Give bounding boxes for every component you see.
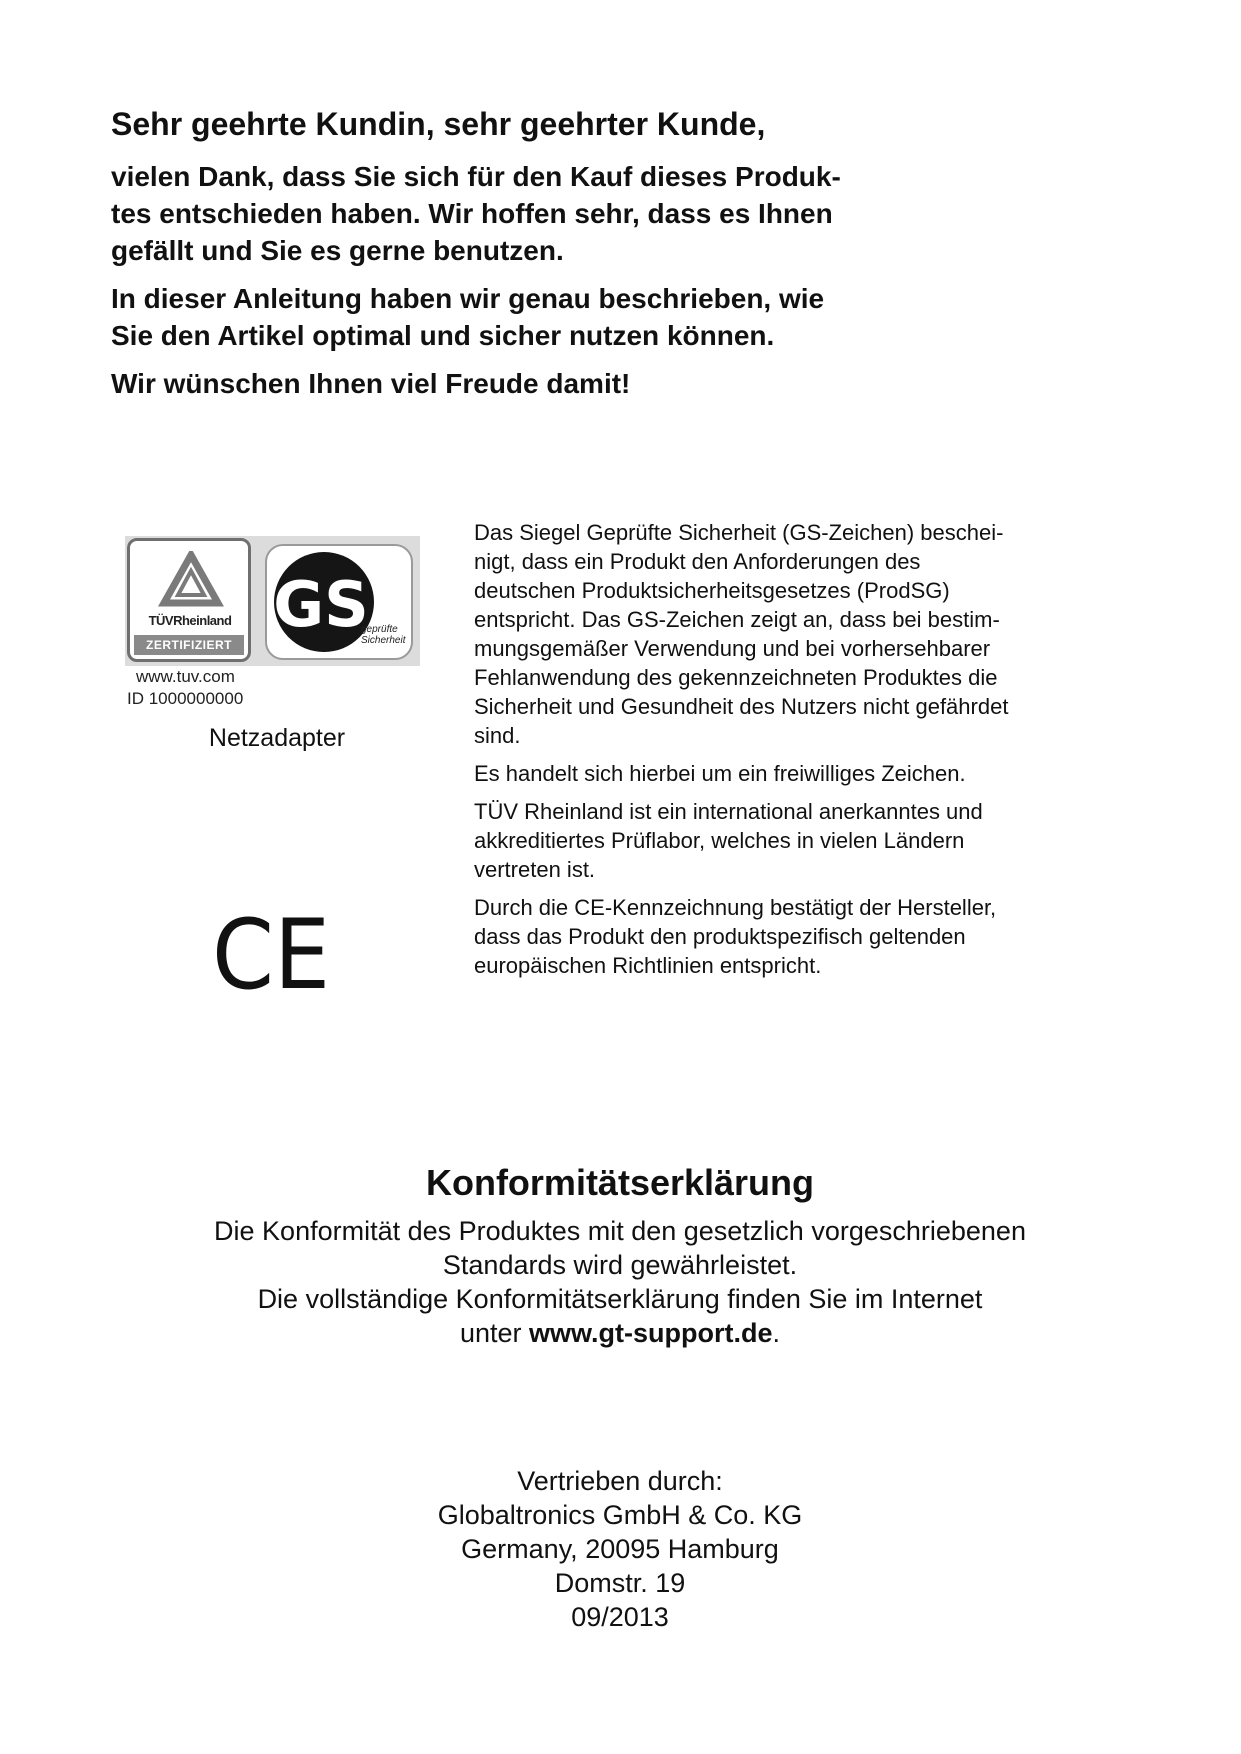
greeting-line: In dieser Anleitung haben wir genau beschrieben, wie — [111, 283, 825, 314]
certification-seals — [125, 536, 420, 666]
greeting-paragraph — [111, 365, 991, 402]
tuv-url: www.tuv.com — [136, 667, 235, 686]
info-line: vertreten ist. — [474, 857, 596, 882]
tuv-logo-text: TÜVRheinland — [148, 613, 232, 628]
ce-mark-icon — [212, 910, 330, 996]
greeting-heading: Sehr geehrte Kundin, sehr geehrter Kunde, — [111, 106, 766, 142]
tuv-triangle-icon — [156, 551, 226, 609]
info-paragraph — [474, 797, 1084, 884]
greeting-section — [111, 104, 991, 413]
info-paragraph — [474, 518, 1084, 750]
info-line: Das Siegel Geprüfte Sicherheit (GS-Zeichen) beschei- — [474, 520, 1004, 545]
conformity-line: Standards wird gewährleistet. — [442, 1250, 798, 1280]
conformity-line: Die Konformität des Produktes mit den gesetzlich vorgeschriebenen — [214, 1216, 1026, 1246]
greeting-line: gefällt und Sie es gerne benutzen. — [111, 235, 564, 266]
info-line: sind. — [474, 723, 521, 748]
info-line: Fehlanwendung des gekennzeichneten Produktes die — [474, 665, 998, 690]
gs-subtitle-line: Sicherheit — [361, 635, 406, 646]
info-line: entspricht. Das GS-Zeichen zeigt an, dass bei bestim- — [474, 607, 1000, 632]
distributor-city: Germany, 20095 Hamburg — [461, 1534, 779, 1564]
distributor-label: Vertrieben durch: — [517, 1466, 723, 1496]
greeting-paragraph — [111, 158, 991, 269]
info-line: Durch die CE-Kennzeichnung bestätigt der Hersteller, — [474, 895, 997, 920]
tuv-rheinland-seal — [127, 538, 251, 662]
info-paragraph — [474, 893, 1084, 980]
conformity-url-suffix: . — [772, 1318, 781, 1348]
gs-logo-text: GS — [273, 568, 369, 641]
info-line: dass das Produkt den produktspezifisch geltenden — [474, 924, 966, 949]
info-line: europäischen Richtlinien entspricht. — [474, 953, 822, 978]
product-name: Netzadapter — [208, 724, 346, 752]
ce-mark-text: CE — [212, 910, 330, 996]
info-line: Sicherheit und Gesundheit des Nutzers nicht gefährdet — [474, 694, 1009, 719]
conformity-title: Konformitätserklärung — [425, 1162, 815, 1203]
greeting-line: vielen Dank, dass Sie sich für den Kauf dieses Produk- — [111, 161, 841, 192]
conformity-section — [120, 1160, 1120, 1350]
support-link[interactable]: www.gt-support.de — [529, 1318, 773, 1348]
conformity-line: Die vollständige Konformitätserklärung finden Sie im Internet — [257, 1284, 983, 1314]
tuv-id: ID 1000000000 — [127, 689, 244, 708]
conformity-url-prefix: unter — [459, 1318, 530, 1348]
gs-subtitle — [361, 624, 405, 646]
certification-info — [474, 518, 1084, 989]
info-line: nigt, dass ein Produkt den Anforderungen des — [474, 549, 921, 574]
greeting-line: Sie den Artikel optimal und sicher nutzen können. — [111, 320, 775, 351]
conformity-url-line — [120, 1316, 1120, 1350]
gs-seal — [265, 544, 413, 660]
greeting-line: tes entschieden haben. Wir hoffen sehr, dass es Ihnen — [111, 198, 833, 229]
distributor-street: Domstr. 19 — [554, 1568, 686, 1598]
distributor-section — [120, 1464, 1120, 1634]
info-line: deutschen Produktsicherheitsgesetzes (ProdSG) — [474, 578, 950, 603]
gs-subtitle-line: geprüfte — [361, 624, 398, 635]
info-line: Es handelt sich hierbei um ein freiwilliges Zeichen. — [474, 761, 966, 786]
info-paragraph — [474, 759, 1084, 788]
info-line: mungsgemäßer Verwendung und bei vorhersehbarer — [474, 636, 991, 661]
info-line: TÜV Rheinland ist ein international anerkanntes und — [474, 799, 983, 824]
document-date: 09/2013 — [571, 1602, 669, 1632]
info-line: akkreditiertes Prüflabor, welches in vielen Ländern — [474, 828, 965, 853]
greeting-paragraph — [111, 280, 991, 354]
greeting-line: Wir wünschen Ihnen viel Freude damit! — [111, 368, 631, 399]
distributor-company: Globaltronics GmbH & Co. KG — [437, 1500, 803, 1530]
tuv-certified-label: ZERTIFIZIERT — [134, 635, 244, 655]
